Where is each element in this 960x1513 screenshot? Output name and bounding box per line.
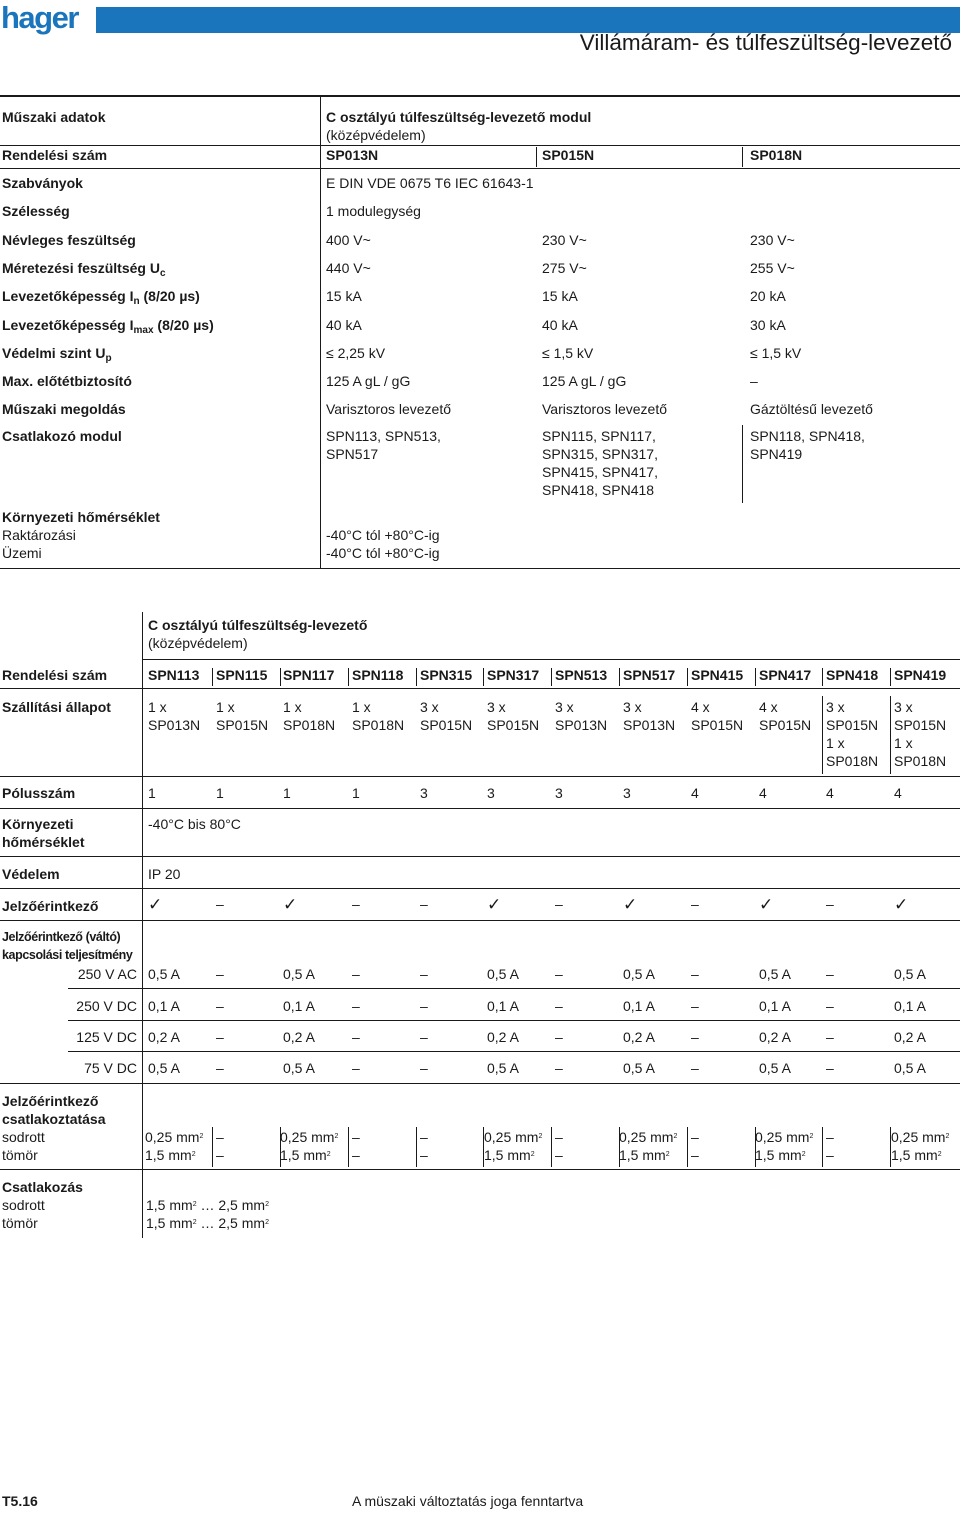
- operating-value: -40°C tól +80°C-ig: [326, 545, 440, 561]
- product-code: SPN117: [283, 667, 335, 683]
- poles-value: 1: [216, 785, 224, 801]
- column-divider: [142, 612, 143, 1238]
- spec-row-value: 255 V~: [750, 259, 795, 276]
- switch-capacity-value: –: [826, 1029, 834, 1045]
- superscript: 2: [673, 1133, 678, 1140]
- row-rule: [68, 988, 960, 989]
- poles-value: 1: [283, 785, 291, 801]
- column-divider: [822, 696, 823, 774]
- poles-value: 3: [487, 785, 495, 801]
- signal-conn-stranded-value: –: [420, 1129, 428, 1145]
- superscript: 2: [265, 1201, 269, 1208]
- poles-value: 3: [623, 785, 631, 801]
- delivery-value: 4 x: [691, 699, 710, 715]
- spec-row-value: Gáztöltésű levezető: [750, 401, 873, 418]
- switch-capacity-value: 0,5 A: [894, 966, 926, 982]
- connection-label: Csatlakozás: [2, 1179, 83, 1195]
- superscript: 2: [326, 1151, 331, 1158]
- signal-conn-solid-value: –: [826, 1147, 834, 1163]
- switch-capacity-value: –: [216, 1029, 224, 1045]
- label-subscript: max: [133, 324, 154, 336]
- poles-value: 4: [691, 785, 699, 801]
- row-rule: [68, 1020, 960, 1021]
- switch-capacity-value: 0,5 A: [487, 966, 519, 982]
- switch-capacity-value: –: [555, 1060, 563, 1076]
- switch-capacity-value: –: [826, 1060, 834, 1076]
- connector-value: SPN115, SPN117,: [542, 428, 656, 444]
- connector-label: Csatlakozó modul: [2, 428, 122, 444]
- signal-conn-solid-value: 1,5 $mm^2$: [891, 1147, 942, 1163]
- signal-conn-stranded-value: 0,25 $mm^2$: [484, 1129, 543, 1145]
- product-code: SPN113: [148, 667, 200, 683]
- switch-capacity-value: 0,5 A: [623, 1060, 655, 1076]
- switch-capacity-label: kapcsolási teljesítmény: [2, 948, 133, 962]
- delivery-value: 3 x: [420, 699, 439, 715]
- switch-capacity-value: –: [691, 1029, 699, 1045]
- switch-capacity-value: 0,2 A: [759, 1029, 791, 1045]
- switch-capacity-value: 0,5 A: [623, 966, 655, 982]
- spec-row-value: 40 kA: [326, 316, 362, 333]
- connector-value: SPN415, SPN417,: [542, 464, 658, 480]
- signal-conn-solid-value: –: [555, 1147, 563, 1163]
- superscript: 2: [191, 1151, 196, 1158]
- check-icon: ✓: [759, 895, 774, 914]
- spec-row-label: Méretezési feszültség $U_c$: [2, 259, 166, 279]
- delivery-value: 3 x: [555, 699, 574, 715]
- signal-conn-stranded-value: –: [691, 1129, 699, 1145]
- switch-capacity-value: –: [352, 998, 360, 1014]
- env-label: Környezeti: [2, 816, 74, 832]
- superscript: 2: [801, 1151, 806, 1158]
- env-label: hőmérséklet: [2, 834, 85, 850]
- product-code: SPN415: [691, 667, 744, 683]
- column-divider: [890, 668, 891, 686]
- delivery-label: Szállítási állapot: [2, 699, 111, 715]
- delivery-value: 1 x: [352, 699, 371, 715]
- delivery-value: 3 x: [623, 699, 642, 715]
- spec-row-value: ≤ 1,5 kV: [542, 344, 594, 361]
- delivery-value: SP015N: [420, 717, 473, 733]
- delivery-value: SP018N: [894, 753, 947, 769]
- delivery-value: SP013N: [555, 717, 608, 733]
- column-divider: [742, 425, 743, 503]
- storage-value: -40°C tól +80°C-ig: [326, 527, 440, 543]
- column-divider: [536, 147, 537, 167]
- switch-capacity-value: –: [420, 998, 428, 1014]
- spec-row-label: Levezetőképesség $I_{max}$ (8/20 µs): [2, 316, 214, 336]
- product-code: SPN513: [555, 667, 608, 683]
- column-divider: [755, 1127, 756, 1167]
- column-divider: [212, 668, 213, 686]
- switch-capacity-value: –: [352, 1060, 360, 1076]
- spec-row-value: 230 V~: [542, 231, 587, 248]
- poles-value: 3: [555, 785, 563, 801]
- spec-row-value: 40 kA: [542, 316, 578, 333]
- order-number-label: Rendelési szám: [2, 667, 108, 683]
- voltage-label: 250 V AC: [77, 966, 137, 982]
- delivery-value: SP015N: [894, 717, 947, 733]
- switch-capacity-value: –: [691, 966, 699, 982]
- delivery-value: 1 x: [148, 699, 167, 715]
- column-divider: [483, 1127, 484, 1167]
- column-divider: [551, 668, 552, 686]
- stranded-label: sodrott: [2, 1129, 45, 1145]
- poles-value: 4: [894, 785, 902, 801]
- product-code: SPN115: [216, 667, 268, 683]
- signal-conn-stranded-value: 0,25 $mm^2$: [280, 1129, 339, 1145]
- signal-conn-stranded-value: 0,25 $mm^2$: [891, 1129, 950, 1145]
- superscript: 2: [334, 1133, 339, 1140]
- spec-row-value: ≤ 2,25 kV: [326, 344, 386, 361]
- row-rule: [0, 168, 960, 169]
- superscript: 2: [538, 1133, 543, 1140]
- connector-value: SPN517: [326, 446, 379, 462]
- switch-capacity-value: 0,5 A: [759, 966, 791, 982]
- delivery-value: 3 x: [487, 699, 506, 715]
- column-divider: [822, 1127, 823, 1167]
- poles-value: 4: [759, 785, 767, 801]
- spec-row-value: 230 V~: [750, 231, 795, 248]
- column-divider: [890, 696, 891, 774]
- delivery-value: SP018N: [283, 717, 336, 733]
- row-rule: [0, 1169, 960, 1170]
- switch-capacity-value: –: [352, 966, 360, 982]
- switch-capacity-value: –: [216, 966, 224, 982]
- switch-capacity-value: –: [826, 966, 834, 982]
- switch-capacity-value: 0,5 A: [283, 966, 315, 982]
- order-number-label: Rendelési szám: [2, 147, 108, 163]
- delivery-value: SP015N: [691, 717, 744, 733]
- switch-capacity-value: –: [352, 1029, 360, 1045]
- product-code: SPN419: [894, 667, 947, 683]
- spec-row-value: 400 V~: [326, 231, 371, 248]
- dash-value: –: [691, 896, 699, 912]
- column-divider: [348, 1127, 349, 1167]
- delivery-value: SP015N: [826, 717, 879, 733]
- signal-conn-stranded-value: –: [826, 1129, 834, 1145]
- superscript: 2: [192, 1219, 197, 1226]
- delivery-value: SP015N: [759, 717, 812, 733]
- superscript: 2: [192, 1201, 197, 1208]
- row-rule: [142, 659, 960, 660]
- row-rule: [0, 920, 960, 921]
- dash-value: –: [826, 896, 834, 912]
- switch-capacity-value: –: [420, 1060, 428, 1076]
- delivery-value: 4 x: [759, 699, 778, 715]
- superscript: 2: [530, 1151, 535, 1158]
- product-code: SPN517: [623, 667, 676, 683]
- switch-capacity-value: 0,1 A: [759, 998, 791, 1014]
- column-divider: [755, 668, 756, 686]
- footer-note: A müszaki változtatás joga fenntartva: [352, 1493, 584, 1509]
- spec-row-value: ≤ 1,5 kV: [750, 344, 802, 361]
- row-rule: [0, 888, 960, 889]
- delivery-value: SP018N: [352, 717, 405, 733]
- signal-conn-stranded-value: –: [555, 1129, 563, 1145]
- label-subscript: p: [105, 352, 112, 364]
- signal-conn-solid-value: 1,5 $mm^2$: [619, 1147, 670, 1163]
- delivery-value: 1 x: [894, 735, 913, 751]
- switch-capacity-value: –: [691, 998, 699, 1014]
- spec-row-label: Névleges feszültség: [2, 231, 136, 248]
- solid-label: tömör: [2, 1215, 38, 1231]
- signal-conn-solid-value: 1,5 $mm^2$: [755, 1147, 806, 1163]
- column-divider: [687, 668, 688, 686]
- operating-label: Üzemi: [2, 545, 42, 561]
- table2-heading-sub: (középvédelem): [148, 635, 248, 651]
- heading-value: C osztályú túlfeszültség-levezető modul: [326, 109, 592, 125]
- env-label: Környezeti hőmérséklet: [2, 509, 160, 525]
- column-divider: [212, 1127, 213, 1167]
- label-subscript: n: [133, 296, 140, 308]
- product-code: SPN317: [487, 667, 540, 683]
- switch-capacity-value: 0,1 A: [894, 998, 926, 1014]
- spec-row-label: Védelmi szint $U_p$: [2, 344, 112, 364]
- check-icon: ✓: [148, 895, 163, 914]
- switch-capacity-value: 0,1 A: [623, 998, 655, 1014]
- column-divider: [619, 1127, 620, 1167]
- connector-value: SPN113, SPN513,: [326, 428, 441, 444]
- signal-conn-label: Jelzőérintkező: [2, 1093, 99, 1109]
- row-rule: [68, 1051, 960, 1052]
- dash-value: –: [420, 896, 428, 912]
- switch-capacity-value: –: [216, 1060, 224, 1076]
- signal-conn-solid-value: –: [420, 1147, 428, 1163]
- superscript: 2: [809, 1133, 814, 1140]
- spec-row-value: E DIN VDE 0675 T6 IEC 61643-1: [326, 175, 534, 191]
- switch-capacity-value: 0,5 A: [487, 1060, 519, 1076]
- delivery-value: 1 x: [826, 735, 845, 751]
- poles-value: 3: [420, 785, 428, 801]
- switch-capacity-value: –: [420, 966, 428, 982]
- delivery-value: SP013N: [623, 717, 676, 733]
- spec-row-value: 275 V~: [542, 259, 587, 276]
- switch-capacity-value: 0,5 A: [283, 1060, 315, 1076]
- superscript: 2: [199, 1133, 204, 1140]
- signal-contact-label: Jelzőérintkező: [2, 898, 99, 914]
- column-divider: [416, 668, 417, 686]
- protection-value: IP 20: [148, 866, 181, 882]
- voltage-label: 125 V DC: [76, 1029, 137, 1045]
- column-divider: [416, 1127, 417, 1167]
- switch-capacity-value: –: [216, 998, 224, 1014]
- signal-conn-stranded-value: –: [352, 1129, 360, 1145]
- label-subscript: c: [159, 267, 166, 279]
- delivery-value: SP013N: [148, 717, 201, 733]
- product-code: SPN417: [759, 667, 812, 683]
- spec-row-label: Levezetőképesség $I_n$ (8/20 µs): [2, 288, 200, 308]
- dash-value: –: [352, 896, 360, 912]
- protection-label: Védelem: [2, 866, 60, 882]
- storage-label: Raktározási: [2, 527, 76, 543]
- table1-bottom-rule: [0, 568, 960, 569]
- product-code: SPN118: [352, 667, 404, 683]
- connector-value: SPN118, SPN418,: [750, 428, 865, 444]
- switch-capacity-value: –: [555, 998, 563, 1014]
- switch-capacity-value: 0,5 A: [148, 1060, 180, 1076]
- row-rule: [0, 776, 960, 777]
- switch-capacity-value: 0,2 A: [487, 1029, 519, 1045]
- switch-capacity-value: –: [555, 966, 563, 982]
- signal-conn-label: csatlakoztatása: [2, 1111, 106, 1127]
- product-code: SPN315: [420, 667, 473, 683]
- switch-capacity-value: 0,2 A: [894, 1029, 926, 1045]
- table1-top-rule: [0, 95, 960, 97]
- switch-capacity-value: 0,2 A: [623, 1029, 655, 1045]
- delivery-value: 1 x: [216, 699, 235, 715]
- column-divider: [890, 1127, 891, 1167]
- table2-heading: C osztályú túlfeszültség-levezető: [148, 617, 368, 633]
- check-icon: ✓: [623, 895, 638, 914]
- product-code: SP018N: [750, 147, 803, 163]
- spec-row-label: Max. előtétbiztosító: [2, 373, 132, 390]
- row-rule: [0, 145, 960, 146]
- spec-row-label: Szabványok: [2, 175, 83, 191]
- poles-value: 1: [148, 785, 156, 801]
- superscript: 2: [945, 1133, 950, 1140]
- connector-value: SPN418, SPN418: [542, 482, 655, 498]
- signal-conn-stranded-value: 0,25 $mm^2$: [619, 1129, 678, 1145]
- switch-capacity-value: –: [420, 1029, 428, 1045]
- signal-conn-solid-value: –: [352, 1147, 360, 1163]
- spec-row-value: 20 kA: [750, 288, 786, 305]
- poles-value: 1: [352, 785, 360, 801]
- signal-conn-solid-value: 1,5 $mm^2$: [280, 1147, 331, 1163]
- switch-capacity-value: 0,2 A: [148, 1029, 180, 1045]
- switch-capacity-value: 0,5 A: [759, 1060, 791, 1076]
- env-value: -40°C bis 80°C: [148, 816, 241, 832]
- switch-capacity-value: 0,1 A: [487, 998, 519, 1014]
- column-divider: [483, 668, 484, 686]
- column-divider: [687, 1127, 688, 1167]
- check-icon: ✓: [487, 895, 502, 914]
- delivery-value: 3 x: [894, 699, 913, 715]
- superscript: 2: [937, 1151, 942, 1158]
- switch-capacity-value: 0,1 A: [283, 998, 315, 1014]
- svg-text:hager: hager: [1, 0, 78, 35]
- row-rule: [0, 808, 960, 809]
- signal-conn-solid-value: 1,5 $mm^2$: [145, 1147, 196, 1163]
- switch-capacity-value: –: [555, 1029, 563, 1045]
- product-code: SP015N: [542, 147, 595, 163]
- stranded-label: sodrott: [2, 1197, 45, 1213]
- row-rule: [0, 1083, 960, 1084]
- signal-conn-solid-value: –: [216, 1147, 224, 1163]
- dash-value: –: [216, 896, 224, 912]
- column-divider: [348, 668, 349, 686]
- check-icon: ✓: [894, 895, 909, 914]
- poles-label: Pólusszám: [2, 785, 76, 801]
- column-divider: [280, 1127, 281, 1167]
- row-rule: [0, 856, 960, 857]
- switch-capacity-label: Jelzőérintkező (váltó): [2, 930, 121, 944]
- switch-capacity-value: 0,1 A: [148, 998, 180, 1014]
- product-code: SPN418: [826, 667, 879, 683]
- spec-row-value: Varisztoros levezető: [542, 401, 668, 418]
- connector-value: SPN315, SPN317,: [542, 446, 658, 462]
- connection-solid-value: 1,5 $mm^2$ … 2,5 $mm^2$: [146, 1215, 269, 1231]
- switch-capacity-value: –: [826, 998, 834, 1014]
- poles-value: 4: [826, 785, 834, 801]
- delivery-value: SP018N: [826, 753, 879, 769]
- spec-row-value: 30 kA: [750, 316, 786, 333]
- solid-label: tömör: [2, 1147, 38, 1163]
- spec-row-value: 125 A gL / gG: [326, 373, 411, 390]
- spec-row-value: 125 A gL / gG: [542, 373, 627, 390]
- voltage-label: 250 V DC: [76, 998, 137, 1014]
- signal-conn-stranded-value: 0,25 $mm^2$: [145, 1129, 204, 1145]
- signal-conn-solid-value: –: [691, 1147, 699, 1163]
- spec-row-value: 15 kA: [542, 288, 578, 305]
- check-icon: ✓: [283, 895, 298, 914]
- switch-capacity-value: 0,2 A: [283, 1029, 315, 1045]
- voltage-label: 75 V DC: [84, 1060, 137, 1076]
- page-title: Villámáram- és túlfeszültség-levezető: [579, 30, 952, 55]
- column-divider: [619, 668, 620, 686]
- connection-stranded-value: 1,5 $mm^2$ … 2,5 $mm^2$: [146, 1197, 269, 1213]
- delivery-value: 3 x: [826, 699, 845, 715]
- delivery-value: SP015N: [487, 717, 540, 733]
- superscript: 2: [265, 1219, 269, 1226]
- spec-row-label: Műszaki megoldás: [2, 401, 126, 418]
- column-divider: [320, 96, 321, 568]
- switch-capacity-value: 0,5 A: [148, 966, 180, 982]
- switch-capacity-value: –: [691, 1060, 699, 1076]
- heading-label: Műszaki adatok: [2, 109, 106, 125]
- spec-row-value: 15 kA: [326, 288, 362, 305]
- column-divider: [822, 668, 823, 686]
- column-divider: [280, 668, 281, 686]
- signal-conn-solid-value: 1,5 $mm^2$: [484, 1147, 535, 1163]
- column-divider: [742, 147, 743, 167]
- spec-row-label: Szélesség: [2, 203, 70, 220]
- delivery-value: 1 x: [283, 699, 302, 715]
- spec-row-value: 1 modulegység: [326, 203, 421, 220]
- row-rule: [0, 688, 960, 689]
- heading-value-sub: (középvédelem): [326, 127, 426, 143]
- hager-logo: [0, 0, 82, 38]
- page-number: T5.16: [2, 1493, 38, 1509]
- column-divider: [551, 1127, 552, 1167]
- dash-value: –: [555, 896, 563, 912]
- switch-capacity-value: 0,5 A: [894, 1060, 926, 1076]
- connector-value: SPN419: [750, 446, 803, 462]
- delivery-value: SP015N: [216, 717, 269, 733]
- signal-conn-stranded-value: 0,25 $mm^2$: [755, 1129, 814, 1145]
- spec-row-value: –: [750, 373, 758, 390]
- spec-row-value: Varisztoros levezető: [326, 401, 452, 418]
- signal-conn-stranded-value: –: [216, 1129, 224, 1145]
- spec-row-value: 440 V~: [326, 259, 371, 276]
- superscript: 2: [665, 1151, 670, 1158]
- product-code: SP013N: [326, 147, 379, 163]
